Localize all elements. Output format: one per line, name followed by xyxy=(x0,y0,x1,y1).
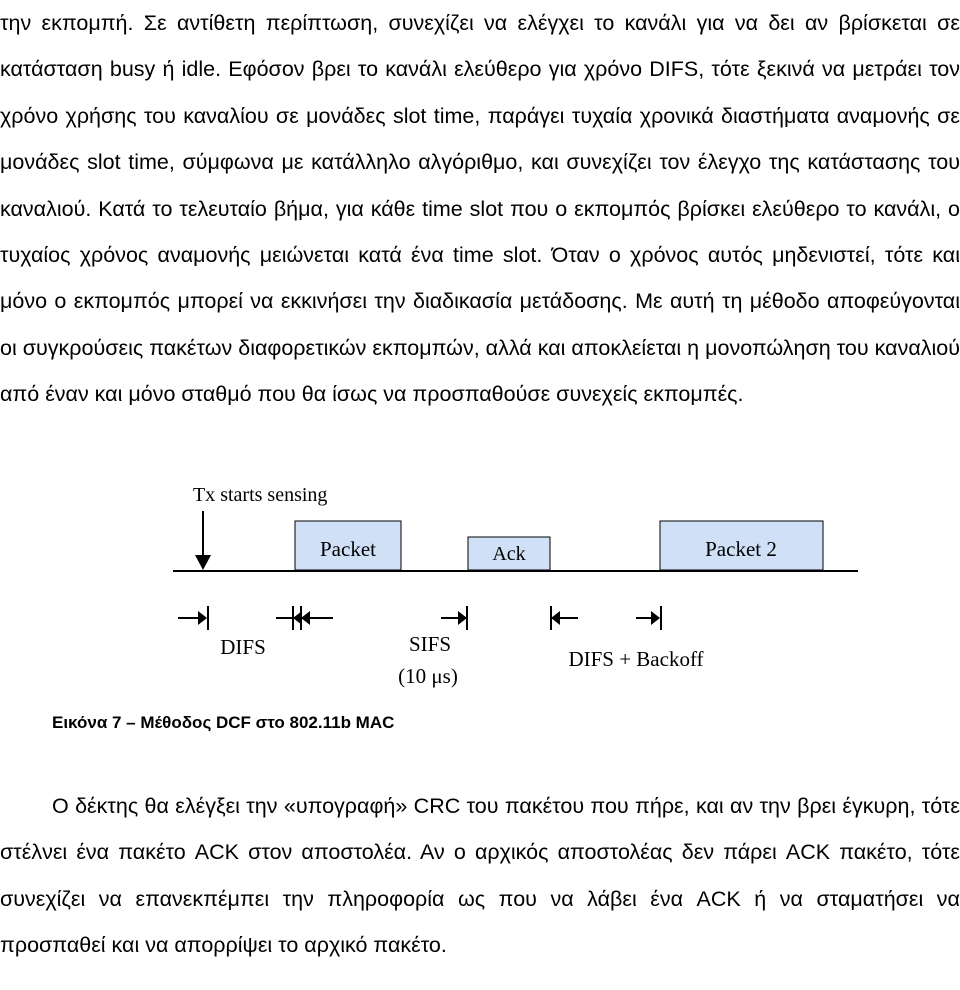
packet-label: Packet xyxy=(320,537,376,561)
difs-backoff-label: DIFS + Backoff xyxy=(568,647,704,671)
figure-title: Tx starts sensing xyxy=(193,484,328,506)
packet-2-label: Packet 2 xyxy=(705,537,777,561)
tx-arrow-head-icon xyxy=(195,555,211,570)
sifs-left-arrow-icon xyxy=(301,611,310,625)
dcf-timing-diagram xyxy=(158,473,858,698)
sifs-right-arrow-icon xyxy=(458,611,467,625)
sifs-value-label: (10 μs) xyxy=(398,664,458,688)
sifs-label: SIFS xyxy=(408,632,452,656)
body-paragraph-1: την εκπομπή. Σε αντίθετη περίπτωση, συνεχίζει να ελέγχει το κανάλι για να δει αν βρίσκεται σε κατάσταση busy ή idle. Εφόσον βρει το κανάλι ελεύθερο για χρόνο DIFS, τότε ξεκινά να μετράει τον χρόνο χρήσης του καναλίου σε μονάδες slot time, παράγει τυχαία χρονικά διαστήματα αναμονής σε μονάδες slot time, σύμφωνα με κατάλληλο αλγόριθμο, και συνεχίζει τον έλεγχο της κατάστασης του καναλιού. Κατά το τελευταίο βήμα, για κάθε time slot που ο εκπομπός βρίσκει ελεύθερο το κανάλι, ο τυχαίος χρόνος αναμονής μειώνεται κατά ένα time slot. Όταν ο χρόνος αυτός μηδενιστεί, τότε και μόνο ο εκπομπός μπορεί να εκκινήσει την διαδικασία μετάδοσης. Με αυτή τη μέθοδο αποφεύγονται οι συγκρούσεις πακέτων διαφορετικών εκπομπών, αλλά και αποκλείεται η μονοπώληση του καναλιού από έναν και μόνο σταθμό που θα ίσως να προσπαθούσε συνεχείς εκπομπές. xyxy=(0,11,960,407)
backoff-right-arrow-icon xyxy=(651,611,660,625)
backoff-left-arrow-icon xyxy=(551,611,560,625)
ack-label: Ack xyxy=(492,543,526,565)
figure-caption: Εικόνα 7 – Μέθοδος DCF στο 802.11b MAC xyxy=(52,713,395,732)
body-paragraph-2: Ο δέκτης θα ελέγξει την «υπογραφή» CRC του πακέτου που πήρε, και αν την βρει έγκυρη, τότε στέλνει ένα πακέτο ACK στον αποστολέα. Αν ο αρχικός αποστολέας δεν πάρει ACK πακέτο, τότε συνεχίζει να επανεκπέμπει την πληροφορία ως που να λάβει ένα ACK ή να σταματήσει να προσπαθεί και να απορρίψει το αρχικό πακέτο. xyxy=(0,794,960,958)
dcf-timing-figure xyxy=(158,473,858,698)
difs-left-arrow-icon xyxy=(198,611,207,625)
difs-label: DIFS xyxy=(220,635,266,659)
